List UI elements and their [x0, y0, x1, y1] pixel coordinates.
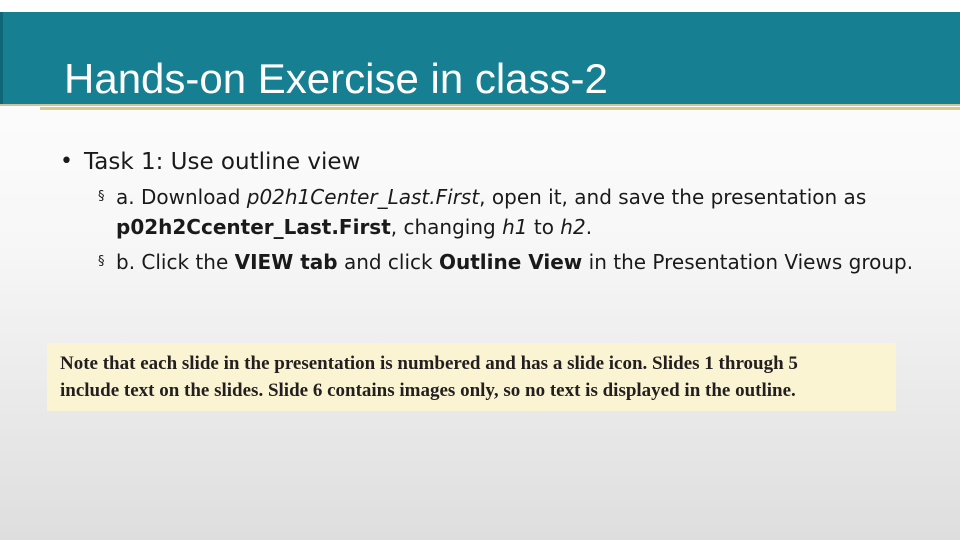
step-b-item [98, 247, 920, 277]
outline-view-term: Outline View [438, 250, 583, 274]
step-a-part: , open it, and save the presentation as [479, 185, 867, 209]
note-line-1: Note that each slide in the presentation is numbered and has a slide icon. Slides 1 through 5 [60, 353, 798, 374]
accent-divider [40, 107, 960, 110]
bullet-icon: • [60, 149, 73, 174]
view-tab-term: VIEW tab [234, 250, 338, 274]
task-text: Task 1: Use outline view [84, 149, 361, 175]
note-line-2: include text on the slides. Slide 6 contains images only, so no text is displayed in the outline. [60, 380, 796, 401]
source-filename: p02h1Center_Last.First [246, 185, 480, 209]
title-bar-edge [0, 12, 3, 104]
title-bar [0, 12, 960, 106]
step-a-text [116, 182, 920, 242]
sub-bullet-icon: § [98, 189, 105, 204]
step-b-part: in the Presentation Views group. [582, 250, 914, 274]
step-b-part: and click [337, 250, 439, 274]
step-a-part: a. Download [116, 185, 247, 209]
step-b-text [116, 247, 920, 277]
step-b-part: b. Click the [116, 250, 235, 274]
target-filename: p02h2Ccenter_Last.First [116, 215, 391, 239]
note-box [47, 343, 896, 411]
slide-title: Hands-on Exercise in class-2 [64, 55, 608, 102]
h1-term: h1 [502, 215, 528, 239]
h2-term: h2 [560, 215, 586, 239]
step-a-part: . [585, 215, 593, 239]
step-a-part: , changing [390, 215, 503, 239]
step-a-part: to [527, 215, 561, 239]
slide-body [60, 146, 920, 277]
step-a-item [98, 182, 920, 242]
task-bullet [60, 146, 920, 178]
sub-bullet-icon: § [98, 254, 105, 269]
